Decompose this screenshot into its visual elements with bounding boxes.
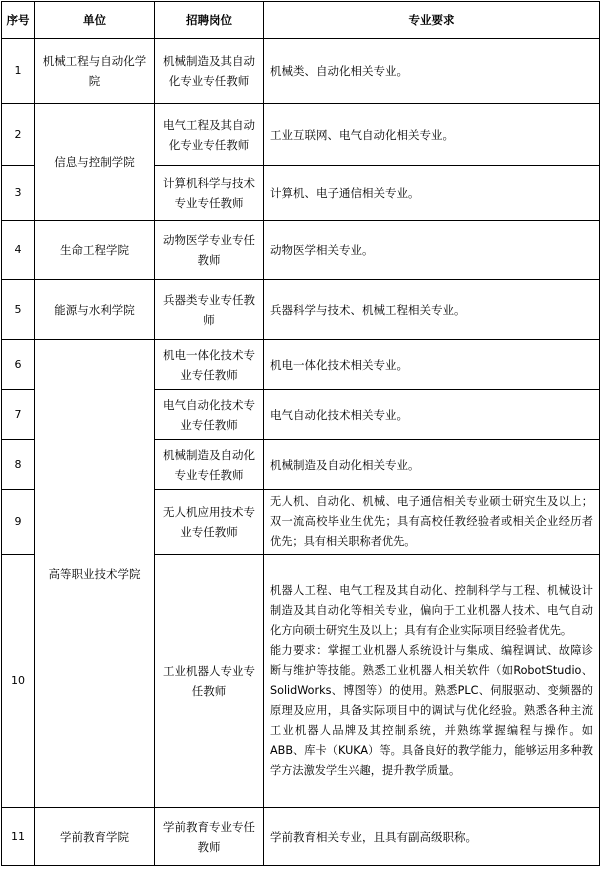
row-no: 9: [2, 490, 35, 555]
row-no: 11: [2, 808, 35, 866]
row-unit: 机械工程与自动化学院: [35, 39, 155, 104]
row-position: 无人机应用技术专业专任教师: [155, 490, 264, 555]
row-no: 2: [2, 104, 35, 166]
row-position: 机电一体化技术专业专任教师: [155, 340, 264, 390]
row-requirement: 兵器科学与技术、机械工程相关专业。: [264, 280, 600, 340]
row-position: 学前教育专业专任教师: [155, 808, 264, 866]
header-no: 序号: [2, 2, 35, 39]
table-row: [2, 340, 600, 390]
row-requirement: 机电一体化技术相关专业。: [264, 340, 600, 390]
row-requirement: 机械制造及自动化相关专业。: [264, 440, 600, 490]
header-position: 招聘岗位: [155, 2, 264, 39]
row-no: 7: [2, 390, 35, 440]
row-position: 兵器类专业专任教师: [155, 280, 264, 340]
row-requirement: 电气自动化技术相关专业。: [264, 390, 600, 440]
row-requirement: 动物医学相关专业。: [264, 221, 600, 280]
table-row: [2, 104, 600, 166]
row-requirement: 机械类、自动化相关专业。: [264, 39, 600, 104]
header-unit: 单位: [35, 2, 155, 39]
table-row: [2, 808, 600, 866]
row-position: 电气自动化技术专业专任教师: [155, 390, 264, 440]
row-requirement: 无人机、自动化、机械、电子通信相关专业硕士研究生及以上；双一流高校毕业生优先；具有高校任教经验者或相关企业经历者优先；具有相关职称者优先。: [264, 490, 600, 555]
row-unit: 学前教育学院: [35, 808, 155, 866]
table-row: [2, 221, 600, 280]
row-requirement: 工业互联网、电气自动化相关专业。: [264, 104, 600, 166]
row-position: 计算机科学与技术专业专任教师: [155, 166, 264, 221]
row-position: 工业机器人专业专任教师: [155, 555, 264, 808]
recruitment-table: [1, 1, 600, 866]
row-position: 动物医学专业专任教师: [155, 221, 264, 280]
row-no: 1: [2, 39, 35, 104]
row-no: 3: [2, 166, 35, 221]
row-no: 4: [2, 221, 35, 280]
row-requirement: 计算机、电子通信相关专业。: [264, 166, 600, 221]
row-requirement: 学前教育相关专业，且具有副高级职称。: [264, 808, 600, 866]
row-unit: 生命工程学院: [35, 221, 155, 280]
row-position: 电气工程及其自动化专业专任教师: [155, 104, 264, 166]
row-no: 5: [2, 280, 35, 340]
ability-paragraph: 能力要求：掌握工业机器人系统设计与集成、编程调试、故障诊断与维护等技能。熟悉工业机器人相关软件（如RobotStudio、SolidWorks、博图等）的使用。熟悉PLC、伺服驱动、变频器的原理及应用，具备实际项目中的调试与优化经验。熟悉各种主流工业机器人品牌及其控制系统，并熟练掌握编程与操作。如ABB、库卡（KUKA）等。具备良好的教学能力，能够运用多种教学方法激发学生兴趣，提升教学质量。: [270, 644, 593, 777]
row-unit: 能源与水利学院: [35, 280, 155, 340]
row-unit: 信息与控制学院: [35, 104, 155, 221]
row-requirement: [264, 555, 600, 808]
row-no: 6: [2, 340, 35, 390]
row-no: 10: [2, 555, 35, 808]
row-position: 机械制造及其自动化专业专任教师: [155, 39, 264, 104]
row-no: 8: [2, 440, 35, 490]
row-unit: 高等职业技术学院: [35, 340, 155, 808]
row-position: 机械制造及自动化专业专任教师: [155, 440, 264, 490]
requirement-paragraph: 机器人工程、电气工程及其自动化、控制科学与工程、机械设计制造及其自动化等相关专业，偏向于工业机器人技术、电气自动化方向硕士研究生及以上；具有有企业实际项目经验者优先。: [270, 584, 593, 637]
table-row: [2, 39, 600, 104]
header-requirement: 专业要求: [264, 2, 600, 39]
table-row: [2, 280, 600, 340]
table-header-row: [2, 2, 600, 39]
